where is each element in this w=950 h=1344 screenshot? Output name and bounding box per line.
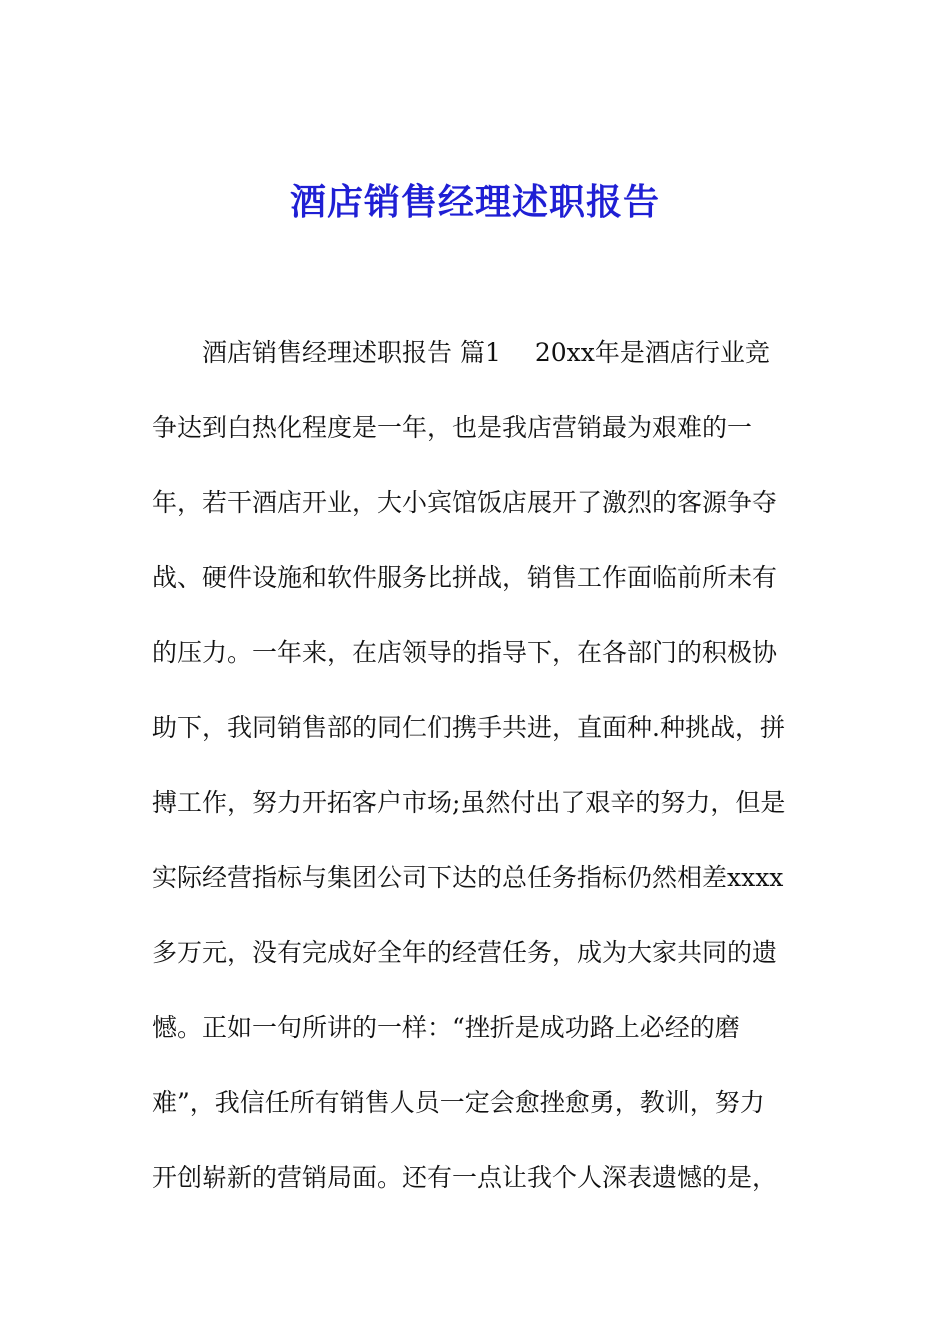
- body-line: 助下，我同销售部的同仁们携手共进，直面种.种挑战，拼: [152, 713, 785, 742]
- body-line: 年，若干酒店开业，大小宾馆饭店展开了激烈的客源争夺: [152, 488, 778, 517]
- section-heading: 酒店销售经理述职报告 篇1: [202, 338, 501, 367]
- document-body: [152, 328, 802, 1228]
- document-title: 酒店销售经理述职报告: [289, 181, 660, 223]
- body-line: 的压力。一年来，在店领导的指导下，在各部门的积极协: [152, 638, 778, 667]
- body-line: 多万元，没有完成好全年的经营任务，成为大家共同的遗: [152, 938, 778, 967]
- body-line-1: [152, 328, 802, 403]
- body-line: 争达到白热化程度是一年，也是我店营销最为艰难的一: [152, 413, 753, 442]
- body-line: 难”，我信任所有销售人员一定会愈挫愈勇，教训，努力: [152, 1088, 765, 1117]
- paragraph-start: 20xx年是酒店行业竞: [534, 338, 770, 367]
- body-line: 搏工作，努力开拓客户市场;虽然付出了艰辛的努力，但是: [152, 788, 786, 817]
- body-line: 战、硬件设施和软件服务比拼战，销售工作面临前所未有: [152, 563, 778, 592]
- body-line: 实际经营指标与集团公司下达的总任务指标仍然相差xxxx: [152, 863, 784, 892]
- body-line: 开创崭新的营销局面。还有一点让我个人深表遗憾的是，: [152, 1163, 778, 1192]
- body-line: 憾。正如一句所讲的一样：“挫折是成功路上必经的磨: [152, 1013, 740, 1042]
